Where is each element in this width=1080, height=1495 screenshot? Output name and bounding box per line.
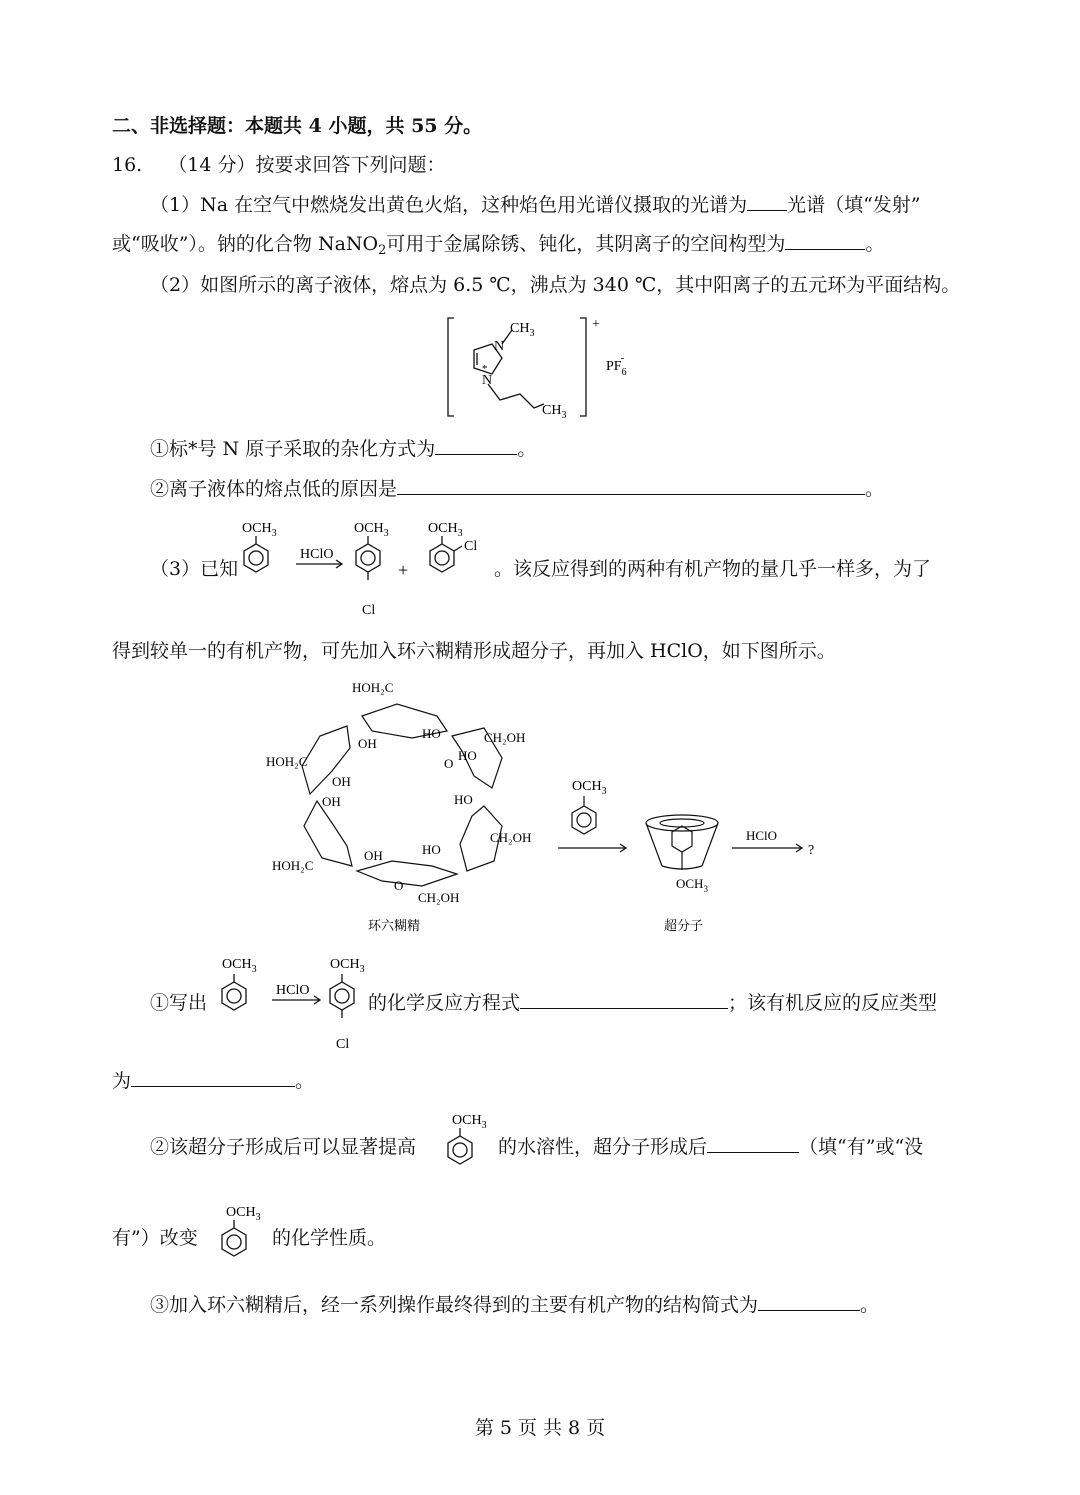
ionic-liquid-figure [440,312,660,422]
cl-label: Cl [336,1037,350,1052]
och3-label: $OCH_3$ [676,876,708,894]
part1-line1 [150,192,921,218]
reaction-scheme-2 [206,950,366,1055]
part2-q2 [150,476,884,502]
part3-known: （3）已知 [150,558,239,580]
part2-q1-end: 。 [517,438,537,460]
part3-q2-text-d: 有”）改变 [112,1227,198,1249]
cd-label: HO [454,792,473,807]
och3-label: $OCH_3$ [242,521,277,539]
answer-blank-6[interactable] [131,1068,295,1087]
cd-label: CH₂OH [490,830,532,845]
cd-label: OH [358,736,377,751]
part3-after: 。该反应得到的两种有机产物的量几乎一样多，为了 [494,558,932,580]
anion-label: $PF_6-$ [606,352,627,378]
cd-label: OH [364,848,383,863]
cd-label: HO [458,748,477,763]
part3-q3 [150,1292,879,1318]
anisole-structure [210,1198,280,1274]
anisole-structure [436,1108,506,1178]
och3-label: $OCH_3$ [572,779,607,797]
part3-q2-text-e: 的化学性质。 [272,1227,387,1249]
answer-blank-3[interactable] [435,436,517,455]
part3-q2-text-a: ②该超分子形成后可以显著提高 [150,1136,417,1158]
cd-label: HO [422,726,441,741]
star-mark: * [482,363,488,375]
cation-charge: + [592,317,600,332]
cd-label: HOH₂C [266,754,308,769]
question-number: 16. [112,154,143,176]
cd-label: CH₂OH [484,730,526,745]
part2-intro: （2）如图所示的离子液体，熔点为 6.5 ℃，沸点为 340 ℃，其中阳离子的五元环为平面结构。 [150,274,961,296]
answer-blank-7[interactable] [707,1134,799,1153]
plus-sign: + [398,560,409,580]
part1-line2 [112,231,884,264]
part2-q1 [150,436,536,462]
och3-label: $OCH_3$ [226,1205,261,1223]
part3-q1-text-b: 的化学反应方程式 [368,992,521,1014]
cyclodextrin-figure [262,676,832,941]
part3-q1-text: ①写出 [150,992,208,1014]
part3-q1-text-c: ；该有机反应的反应类型 [728,992,938,1014]
supramolecule-caption: 超分子 [664,918,704,933]
cd-label: HOH₂C [352,680,394,695]
och3-label: $OCH_3$ [452,1113,487,1131]
part1-text-a: （1）Na 在空气中燃烧发出黄色火焰，这种焰色用光谱仪摄取的光谱为 [150,194,748,216]
part1-text-d: 可用于金属除锈、钝化，其阴离子的空间构型为 [386,233,786,255]
cd-label: O [444,756,454,771]
part3-line2: 得到较单一的有机产物，可先加入环六糊精形成超分子，再加入 HClO，如下图所示。 [112,640,836,662]
answer-blank-8[interactable] [758,1292,860,1311]
answer-blank-2[interactable] [785,231,865,250]
section-title: 二、非选择题：本题共 4 小题，共 55 分。 [112,115,483,137]
question-header [112,152,445,178]
part2-q1-text: ①标*号 N 原子采取的杂化方式为 [150,438,436,460]
cd-label: OH [322,794,341,809]
reagent-label: HClO [300,547,334,562]
part1-text-e: 。 [865,233,885,255]
answer-blank-1[interactable] [747,192,787,211]
part1-sub: 2 [378,243,387,258]
cl-label: Cl [362,603,376,618]
cd-label: HOH₂C [272,858,314,873]
cyclodextrin-caption: 环六糊精 [368,918,421,933]
part3-q3-end: 。 [860,1294,880,1316]
och3-label: $OCH_3$ [330,957,365,975]
cyclodextrin-labels [266,680,531,905]
cd-label: O [394,878,404,893]
part2-q2-end: 。 [865,478,885,500]
part3-q1-line2 [112,1068,314,1094]
part3-q1-rest [368,990,937,1016]
n-atom-2: N [482,373,493,388]
part3-q3-text: ③加入环六糊精后，经一系列操作最终得到的主要有机产物的结构简式为 [150,1294,759,1316]
answer-blank-4[interactable] [397,476,865,495]
answer-blank-5[interactable] [520,990,728,1009]
page-footer: 第 5 页 共 8 页 [474,1417,606,1439]
reaction-scheme [228,514,508,624]
cd-label: OH [332,774,351,789]
part3-q1-text-d: 为 [112,1070,132,1092]
reagent-label: HClO [276,983,310,998]
ch3-bottom-label: $CH_3$ [542,403,567,421]
och3-label: $OCH_3$ [222,957,257,975]
cd-label: CH₂OH [418,890,460,905]
och3-label: $OCH_3$ [354,521,389,539]
part3-q1-text-e: 。 [295,1070,315,1092]
part1-text-c: 或“吸收”）。钠的化合物 NaNO [112,233,379,255]
part3-q2-text-b: 的水溶性，超分子形成后 [498,1136,708,1158]
part3-q2-text-c: （填“有”或“没 [799,1136,924,1158]
ch3-top-label: $CH_3$ [510,321,535,339]
part3-q2-rest [498,1134,923,1160]
n-atom-1: N [494,339,505,354]
och3-label: $OCH_3$ [428,521,463,539]
question-points: （14 分）按要求回答下列问题： [168,154,446,176]
cl-label: Cl [464,539,478,554]
part2-q2-text: ②离子液体的熔点低的原因是 [150,478,398,500]
part1-text-b: 光谱（填“发射” [787,194,921,216]
cd-label: HO [422,842,441,857]
reagent-label: HClO [746,828,778,843]
unknown-product: ? [808,843,815,858]
